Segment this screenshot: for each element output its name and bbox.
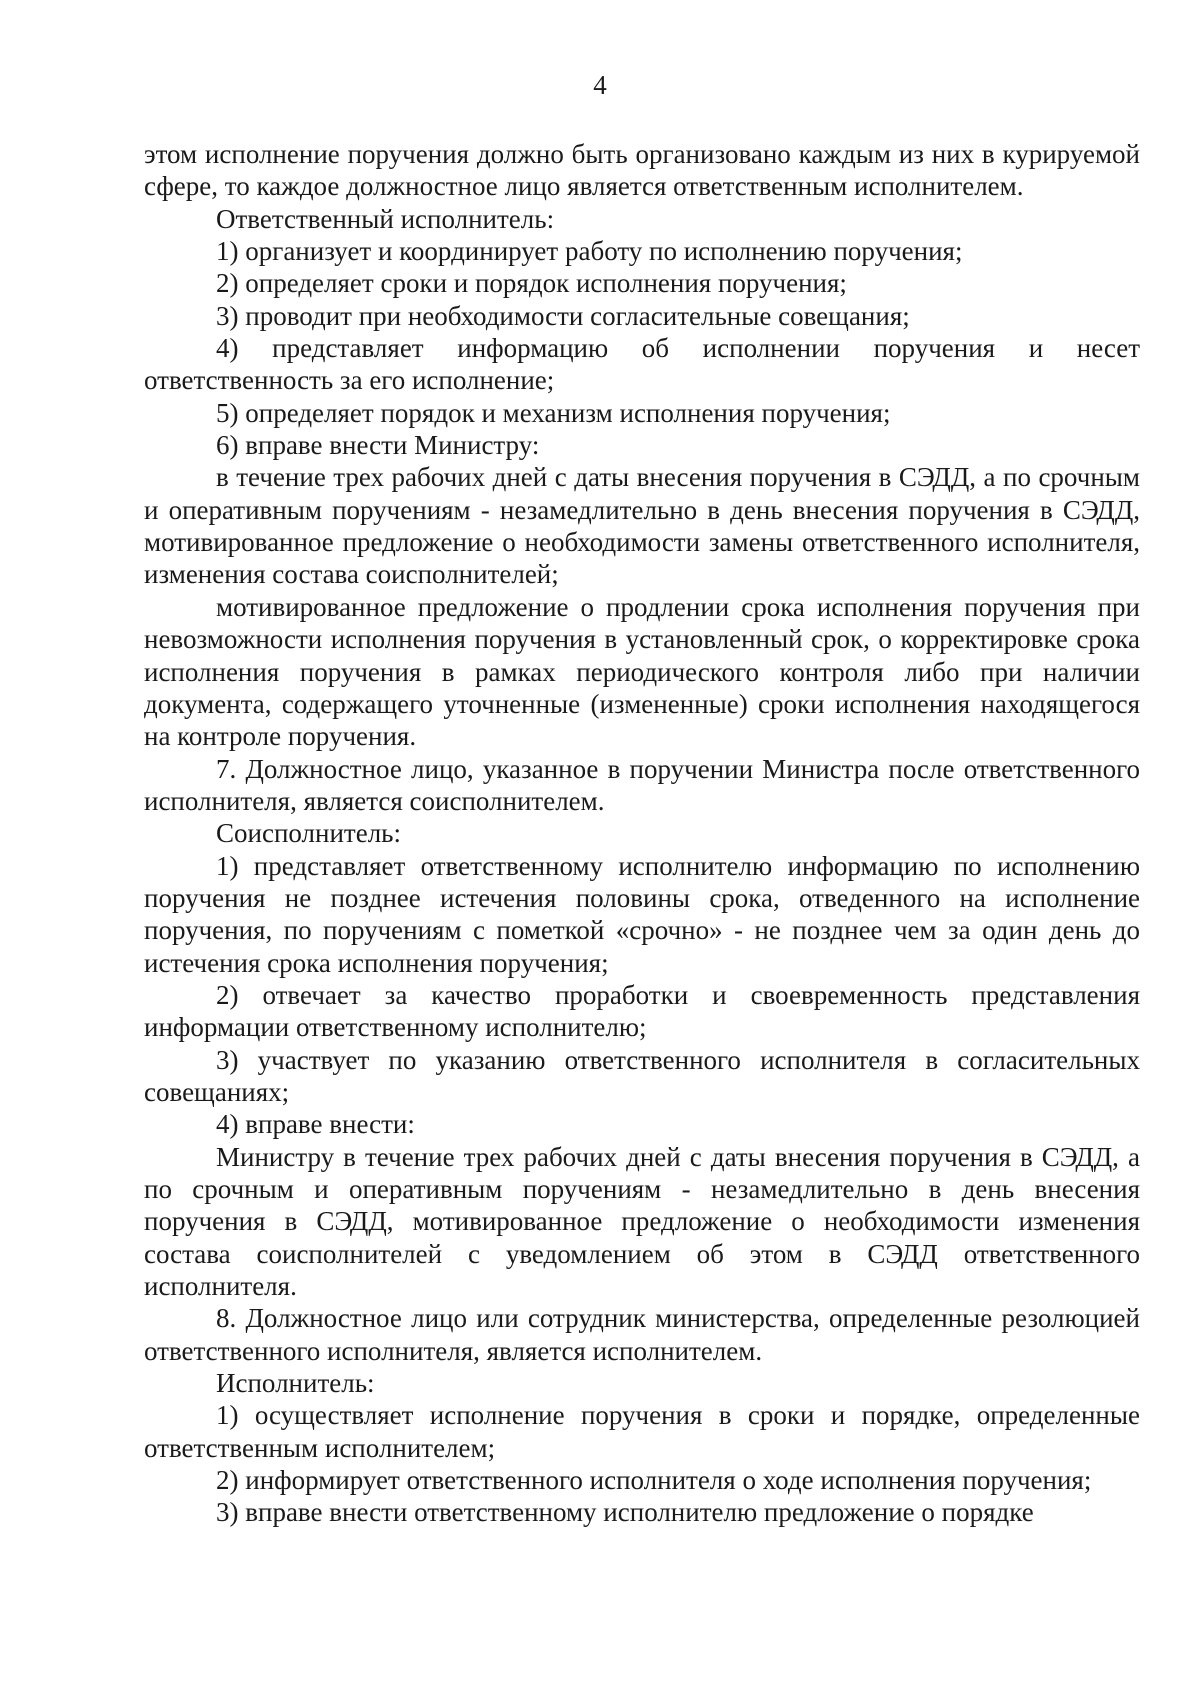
page-number: 4 — [593, 70, 607, 100]
paragraph-responsible-executor-heading: Ответственный исполнитель: — [216, 203, 555, 234]
paragraph: в течение трех рабочих дней с даты внесения поручения в СЭДД, а по срочным и оперативным поручениям - незамедлительно в день внесения поручения в СЭДД, мотивированное предложение о необходимости замены ответственного исполнителя, изменения состава соисполнителей; — [144, 462, 1140, 590]
list-item: 4) вправе внести: — [216, 1109, 415, 1140]
document-body — [144, 138, 1140, 1529]
list-item: 6) вправе внести Министру: — [216, 430, 540, 461]
list-item: 2) информирует ответственного исполнителя о ходе исполнения поручения; — [216, 1465, 1092, 1496]
paragraph-co-executor-heading: Соисполнитель: — [216, 818, 401, 849]
paragraph-executor-heading: Исполнитель: — [216, 1368, 375, 1399]
list-item: 3) участвует по указанию ответственного исполнителя в согласительных совещаниях; — [144, 1044, 1140, 1107]
list-item: 1) организует и координирует работу по исполнению поручения; — [216, 236, 963, 267]
list-item: 2) отвечает за качество проработки и своевременность представления информации ответственному исполнителю; — [144, 979, 1140, 1043]
list-item: 4) представляет информацию об исполнении поручения и несет ответственность за его исполнение; — [144, 333, 1140, 396]
paragraph: Министру в течение трех рабочих дней с даты внесения поручения в СЭДД, а по срочным и оперативным поручениям - незамедлительно в день внесения поручения в СЭДД, мотивированное предложение о необходимости изменения состава соисполнителей с уведомлением об этом в СЭДД ответственного исполнителя. — [144, 1141, 1140, 1302]
section-7: 7. Должностное лицо, указанное в поручении Министра после ответственного исполнителя, является соисполнителем. — [144, 753, 1140, 816]
list-item: 2) определяет сроки и порядок исполнения поручения; — [216, 268, 847, 299]
list-item: 3) вправе внести ответственному исполнителю предложение о порядке — [216, 1497, 1034, 1528]
list-item: 1) осуществляет исполнение поручения в сроки и порядке, определенные ответственным исполнителем; — [144, 1400, 1140, 1463]
list-item: 5) определяет порядок и механизм исполнения поручения; — [216, 397, 891, 428]
paragraph: мотивированное предложение о продлении срока исполнения поручения при невозможности исполнения поручения в установленный срок, о корректировке срока исполнения поручения в рамках периодического контроля либо при наличии документа, содержащего уточненные (измененные) сроки исполнения находящегося на контроле поручения. — [144, 591, 1140, 752]
paragraph-continuation: этом исполнение поручения должно быть организовано каждым из них в курируемой сфере, то каждое должностное лицо является ответственным исполнителем. — [144, 139, 1140, 202]
list-item: 3) проводит при необходимости согласительные совещания; — [216, 300, 910, 331]
section-8: 8. Должностное лицо или сотрудник министерства, определенные резолюцией ответственного исполнителя, является исполнителем. — [144, 1303, 1140, 1366]
list-item: 1) представляет ответственному исполнителю информацию по исполнению поручения не позднее истечения половины срока, отведенного на исполнение поручения, по поручениям с пометкой «срочно» - не позднее чем за один день до истечения срока исполнения поручения; — [144, 850, 1140, 978]
